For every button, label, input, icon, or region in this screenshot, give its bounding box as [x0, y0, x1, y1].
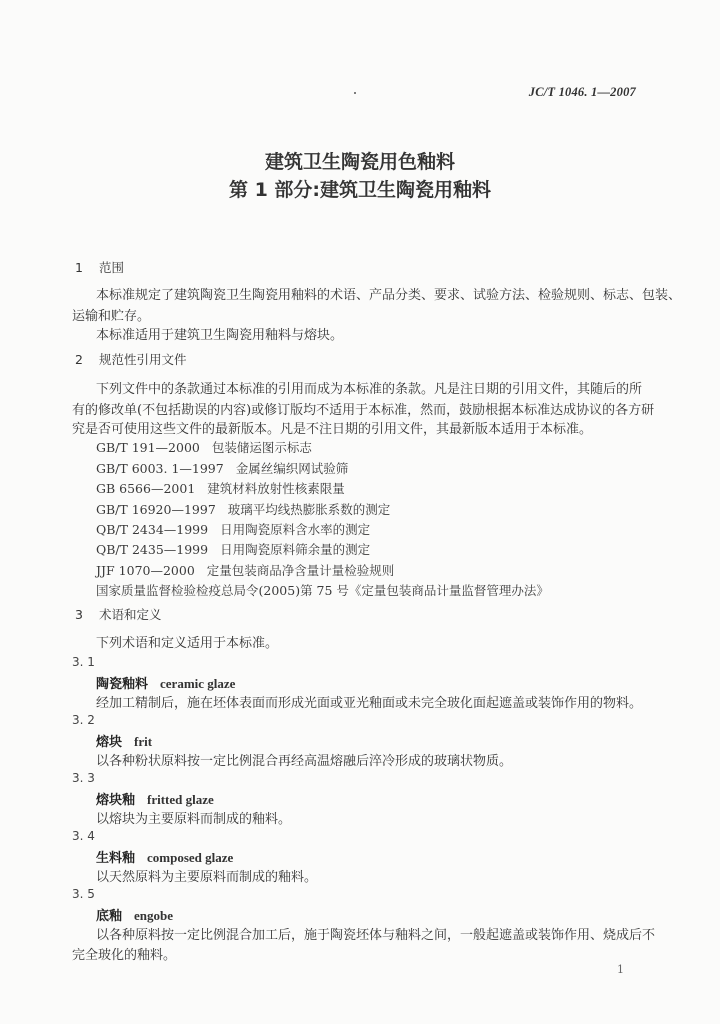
term-zh: 生料釉: [96, 851, 136, 866]
reference-title: 包装储运图示标志: [211, 440, 312, 455]
document-title: 建筑卫生陶瓷用色釉料: [264, 151, 455, 173]
reference-item: [96, 438, 312, 456]
term-number: 3. 3: [72, 771, 95, 785]
paragraph: 有的修改单(不包括勘误的内容)或修订版均不适用于本标准，然而，鼓励根据本标准达成协议的各方研: [72, 403, 655, 418]
reference-code: JJF 1070—2000: [96, 563, 195, 578]
reference-code: QB/T 2435—1999: [96, 542, 209, 557]
reference-title: 日用陶瓷原料筛余量的测定: [220, 542, 371, 557]
section-number: 1: [75, 260, 83, 275]
paragraph: 本标准适用于建筑卫生陶瓷用釉料与熔块。: [96, 328, 344, 343]
term-number: 3. 2: [72, 713, 95, 727]
term-zh: 陶瓷釉料: [96, 677, 149, 692]
paragraph: 运输和贮存。: [72, 309, 151, 324]
reference-code: 国家质量监督检验检疫总局令(2005)第 75 号: [96, 583, 349, 598]
term-name: [96, 789, 214, 808]
standard-code: JC/T 1046. 1—2007: [528, 85, 636, 99]
section-title: 术语和定义: [99, 607, 162, 622]
term-en: fritted glaze: [147, 792, 214, 807]
term-zh: 熔块: [96, 735, 123, 750]
section-title: 范围: [99, 260, 125, 275]
term-definition: 以熔块为主要原料而制成的釉料。: [96, 812, 292, 827]
term-number: 3. 4: [72, 829, 95, 843]
paragraph: 本标准规定了建筑陶瓷卫生陶瓷用釉料的术语、产品分类、要求、试验方法、检验规则、标志、包装、: [96, 288, 682, 303]
term-name: [96, 731, 152, 750]
document-subtitle: 第 1 部分:建筑卫生陶瓷用釉料: [228, 179, 492, 201]
section-2-heading: [75, 350, 187, 368]
section-number: 3: [75, 607, 83, 622]
reference-title: 日用陶瓷原料含水率的测定: [220, 522, 371, 537]
term-definition: 以各种原料按一定比例混合加工后，施于陶瓷坯体与釉料之间，一般起遮盖或装饰作用、烧成后不: [96, 928, 656, 943]
reference-item: [96, 520, 370, 538]
term-zh: 底釉: [96, 909, 123, 924]
reference-title: 建筑材料放射性核素限量: [207, 481, 345, 496]
page-number: 1: [617, 963, 624, 976]
term-number: 3. 1: [72, 655, 95, 669]
term-zh: 熔块釉: [96, 793, 136, 808]
section-3-heading: [75, 605, 162, 623]
term-name: [96, 673, 235, 692]
paragraph: 下列文件中的条款通过本标准的引用而成为本标准的条款。凡是注日期的引用文件，其随后的所: [96, 382, 643, 397]
reference-code: GB/T 191—2000: [96, 440, 200, 455]
scan-speck: [354, 92, 356, 94]
section-title: 规范性引用文件: [99, 352, 187, 367]
term-definition: 经加工精制后，施在坯体表面而形成光面或亚光釉面或未完全玻化面起遮盖或装饰作用的物料。: [96, 696, 643, 711]
reference-item: [96, 500, 390, 518]
term-name: [96, 847, 233, 866]
reference-title: 玻璃平均线热膨胀系数的测定: [227, 502, 391, 517]
reference-code: GB/T 16920—1997: [96, 502, 216, 517]
term-name: [96, 905, 173, 924]
paragraph: 究是否可使用这些文件的最新版本。凡是不注日期的引用文件，其最新版本适用于本标准。: [72, 422, 593, 437]
term-en: ceramic glaze: [160, 676, 236, 691]
term-definition: 完全玻化的釉料。: [72, 948, 177, 963]
reference-code: GB 6566—2001: [96, 481, 196, 496]
reference-item: [96, 561, 394, 579]
section-1-heading: [75, 258, 124, 276]
section-intro: 下列术语和定义适用于本标准。: [96, 636, 279, 651]
reference-item: [96, 459, 348, 477]
reference-code: QB/T 2434—1999: [96, 522, 209, 537]
reference-item: [96, 540, 370, 558]
term-en: composed glaze: [147, 850, 234, 865]
term-en: frit: [134, 734, 153, 749]
reference-item: [96, 479, 345, 497]
term-definition: 以各种粉状原料按一定比例混合再经高温熔融后淬冷形成的玻璃状物质。: [96, 754, 513, 769]
term-definition: 以天然原料为主要原料而制成的釉料。: [96, 870, 318, 885]
term-en: engobe: [134, 908, 174, 923]
reference-item: [96, 581, 549, 599]
term-number: 3. 5: [72, 887, 95, 901]
reference-title: 《定量包装商品计量监督管理办法》: [348, 583, 549, 598]
reference-title: 定量包装商品净含量计量检验规则: [206, 563, 395, 578]
reference-title: 金属丝编织网试验筛: [235, 461, 349, 476]
reference-code: GB/T 6003. 1—1997: [96, 461, 224, 476]
section-number: 2: [75, 352, 83, 367]
